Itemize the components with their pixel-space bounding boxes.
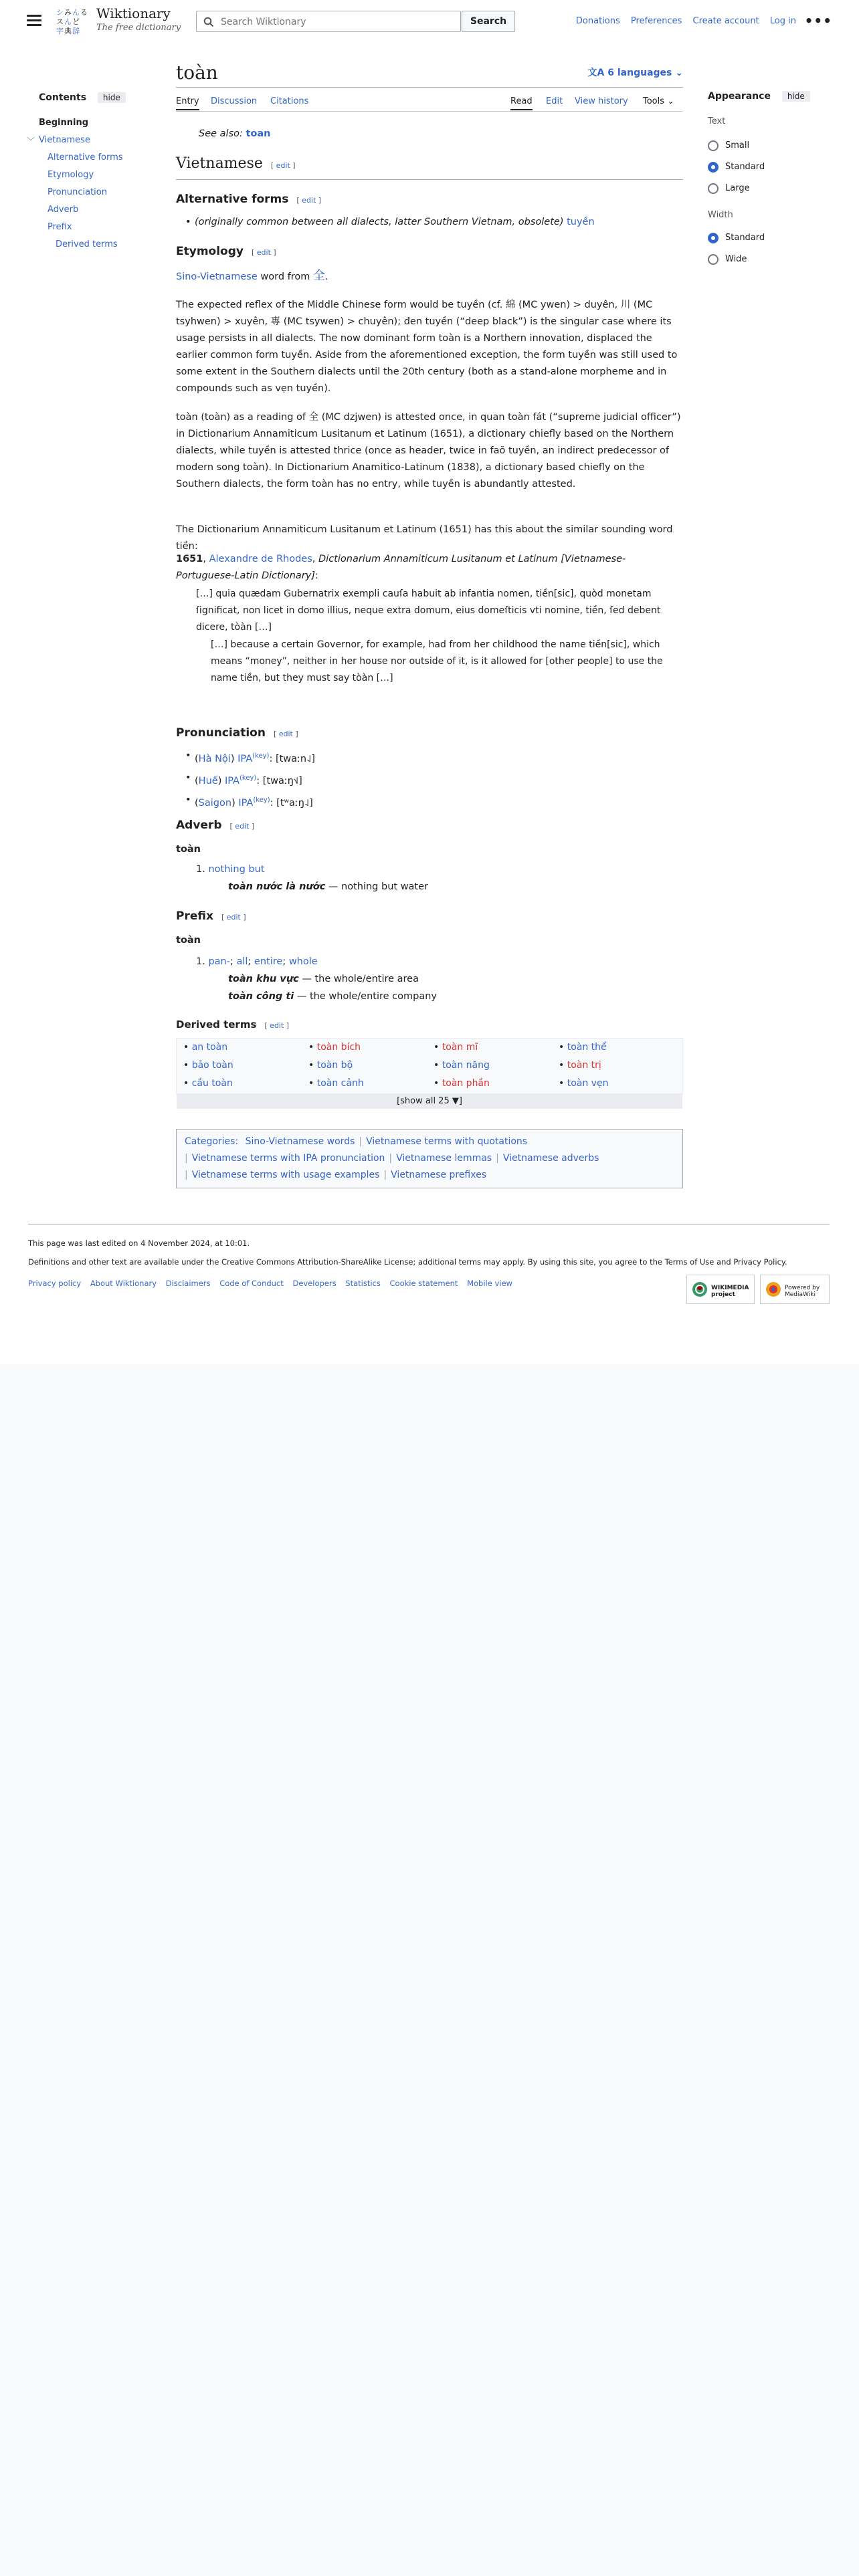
footer-link[interactable]: Cookie statement: [389, 1279, 458, 1288]
wiktionary-logo[interactable]: [55, 7, 90, 39]
prefix-headword: toàn: [176, 935, 201, 946]
etymology-paragraph-3: The Dictionarium Annamiticum Lusitanum et Latinum (1651) has this about the similar sounding word tiền:: [176, 524, 673, 552]
derived-term[interactable]: • toàn mĩ: [434, 1042, 478, 1053]
toc-hide-button[interactable]: hide: [98, 92, 126, 103]
derived-term[interactable]: • toàn cảnh: [308, 1078, 364, 1089]
edit-link[interactable]: edit: [256, 248, 271, 257]
derived-column: [183, 1039, 233, 1093]
category-link[interactable]: Vietnamese adverbs: [502, 1153, 599, 1164]
search-input[interactable]: [219, 14, 450, 30]
text-size-large-radio[interactable]: [708, 183, 719, 194]
tab-discussion[interactable]: Discussion: [211, 96, 258, 106]
language-button[interactable]: [588, 66, 683, 79]
pronunciation-list: • (Hà Nội) $IPA^{(key)}$: [twaːn˨˩] • (Huế) $IPA^{(key)}$: [twaːŋ˦˩] • (Saigon) $IPA^{(key)}$: [tʷaːŋ˨˩]: [185, 750, 315, 809]
donations-link[interactable]: Donations: [575, 16, 620, 26]
footer-links: [28, 1279, 519, 1288]
heading-derived-terms: Derived terms [ edit ]: [176, 1018, 290, 1031]
svg-text:ど: ど: [72, 17, 80, 26]
prefix-example-1: toàn khu vực — the whole/entire area: [228, 974, 419, 984]
heading-prefix: Prefix [ edit ]: [176, 909, 246, 923]
svg-text:ん: ん: [72, 8, 80, 17]
derived-term[interactable]: • toàn bộ: [308, 1060, 353, 1071]
derived-term[interactable]: • toàn trị: [559, 1060, 601, 1071]
categories-link[interactable]: Categories:: [185, 1136, 239, 1147]
etymology-paragraph-2: toàn (toàn) as a reading of 全 (MC dzjwen) is attested once, in quan toàn fát (“supreme judicial officer”) in Dictionarium Annamiticum Lusitanum et Latinum (1651), a dictionary chiefly based on the Northern dialects, while tuyền is attested thrice (once as header, twice in faõ tuyền, an indirect predecessor of modern song toàn). In Dictionarium Anamitico-Latinum (1838), a dictionary based chiefly on the Southern dialects, the form toàn has no entry, while tuyền is abundantly attested.: [176, 412, 681, 490]
user-nav: [568, 16, 796, 26]
toc-item-adverb[interactable]: Adverb: [47, 205, 79, 215]
derived-column: [434, 1039, 490, 1093]
text-size-small-radio[interactable]: [708, 140, 719, 151]
citation: 1651, Alexandre de Rhodes, Dictionarium Annamiticum Lusitanum et Latinum [Vietnamese-Portuguese-Latin Dictionary]:: [176, 554, 626, 581]
create-account-link[interactable]: Create account: [692, 16, 759, 26]
last-edited: This page was last edited on 4 November 2024, at 10:01.: [28, 1239, 250, 1248]
svg-text:辞: 辞: [72, 27, 80, 35]
chevron-down-icon: ⌄: [675, 68, 683, 78]
heading-alternative-forms: Alternative forms [ edit ]: [176, 193, 322, 206]
main-menu-icon[interactable]: [27, 15, 41, 27]
svg-text:ス: ス: [56, 17, 64, 26]
edit-link[interactable]: edit: [302, 196, 316, 205]
category-link[interactable]: Vietnamese terms with quotations: [366, 1136, 528, 1147]
footer-link[interactable]: Disclaimers: [165, 1279, 211, 1288]
toc-item-beginning[interactable]: Beginning: [39, 118, 89, 128]
alt-form-link[interactable]: tuyền: [567, 217, 595, 227]
svg-text:典: 典: [64, 27, 72, 35]
svg-text:字: 字: [56, 27, 64, 35]
tools-menu[interactable]: Tools ⌄: [643, 96, 675, 106]
heading-etymology: Etymology [ edit ]: [176, 245, 276, 258]
toc-heading: Contents: [39, 92, 87, 103]
tab-edit[interactable]: Edit: [546, 96, 563, 106]
prefix-sense: 1. pan-; all; entire; whole: [196, 956, 318, 967]
derived-column: [308, 1039, 364, 1093]
svg-text:る: る: [80, 8, 88, 17]
width-standard-radio[interactable]: [708, 233, 719, 243]
adverb-example: toàn nước là nước — nothing but water: [228, 881, 428, 892]
toc-collapse-icon[interactable]: ﹀: [27, 136, 35, 146]
etymology-paragraph-1: The expected reflex of the Middle Chinese form would be tuyền (cf. 綿 (MC ywen) > duyên, 川 (MC tsyhwen) > xuyên, 專 (MC tsywen) > chuyên); đen tuyền (“deep black”) is the singular case where its usage persists in all dialects. The now dominant form toàn is a Northern innovation, displaced the earlier common form tuyền. Aside from the aforementioned exception, the form tuyền was still used to some extent in the Southern dialects until the 20th century (both as a stand-alone morpheme and in compounds such as vẹn tuyền).: [176, 300, 678, 394]
toc-item-etymology[interactable]: Etymology: [47, 170, 94, 180]
wikimedia-icon: [691, 1281, 708, 1298]
preferences-link[interactable]: Preferences: [630, 16, 682, 26]
sense-link[interactable]: whole: [288, 956, 318, 967]
see-also: See also: toan: [199, 128, 271, 139]
language-count: 6 languages: [607, 68, 672, 78]
category-link[interactable]: Vietnamese lemmas: [396, 1153, 492, 1164]
width-standard-label[interactable]: Standard: [725, 233, 765, 243]
translate-icon: 文A: [587, 68, 608, 78]
derived-term[interactable]: • bảo toàn: [183, 1060, 233, 1071]
width-wide-radio[interactable]: [708, 254, 719, 265]
license-text: Definitions and other text are available under the Creative Commons Attribution-ShareAlike License; additional terms may apply. By using this site, you agree to the Terms of Use and Privacy Policy.: [28, 1257, 787, 1267]
site-tagline: The free dictionary: [96, 23, 181, 33]
page-tabs: [176, 94, 683, 111]
edit-link[interactable]: edit: [235, 822, 250, 831]
footer-link[interactable]: Code of Conduct: [219, 1279, 284, 1288]
text-size-standard-label[interactable]: Standard: [725, 162, 765, 172]
citation-latin-quote: […] quia quædam Gubernatrix exempli cauſa habuit ab infantia nomen, tiền[sic], quòd monetam ſignificat, non licet in domo illius, neque extra domum, eius domeſticis vti nomine, tiền, ſed debent dicere, tòàn […]: [196, 588, 661, 633]
citation-author-link[interactable]: Alexandre de Rhodes: [209, 554, 312, 564]
sense-link[interactable]: nothing but: [208, 864, 265, 875]
width-label: Width: [708, 210, 733, 220]
svg-text:シ: シ: [56, 8, 64, 17]
derived-term[interactable]: • toàn phần: [434, 1078, 490, 1089]
prefix-example-2: toàn công ti — the whole/entire company: [228, 991, 437, 1002]
search-button[interactable]: Search: [462, 11, 515, 32]
footer-link[interactable]: Mobile view: [467, 1279, 512, 1288]
sense-link[interactable]: entire: [254, 956, 283, 967]
pron-place-link[interactable]: Hà Nội: [198, 753, 231, 764]
han-character-link[interactable]: 全: [313, 269, 325, 283]
log-in-link[interactable]: Log in: [769, 16, 796, 26]
derived-term[interactable]: • toàn thể: [559, 1042, 607, 1053]
category-link[interactable]: Vietnamese terms with usage examples: [191, 1170, 380, 1180]
derived-term[interactable]: • an toàn: [183, 1042, 228, 1053]
site-header: [0, 0, 859, 47]
category-link[interactable]: Sino-Vietnamese words: [245, 1136, 355, 1147]
edit-link[interactable]: edit: [270, 1021, 284, 1030]
see-also-link[interactable]: toan: [246, 128, 271, 139]
edit-link[interactable]: edit: [276, 161, 290, 170]
edit-link[interactable]: edit: [226, 913, 241, 922]
show-all-derived-button[interactable]: [show all 25 ▼]: [177, 1094, 682, 1109]
toc-item-vietnamese[interactable]: Vietnamese: [39, 135, 90, 145]
text-size-label: Text: [708, 116, 726, 126]
svg-text:み: み: [64, 8, 72, 17]
width-wide-label[interactable]: Wide: [725, 254, 747, 264]
toc-item-derived-terms[interactable]: Derived terms: [56, 239, 118, 249]
heading-adverb: Adverb [ edit ]: [176, 819, 255, 832]
pron-place-link[interactable]: Saigon: [198, 797, 232, 809]
derived-term[interactable]: • toàn bích: [308, 1042, 361, 1053]
footer-link[interactable]: Statistics: [345, 1279, 381, 1288]
alternative-forms-list: • (originally common between all dialects, latter Southern Vietnam, obsolete) tuyền: [185, 217, 595, 227]
page-title: toàn: [176, 62, 218, 84]
text-size-small-label[interactable]: Small: [725, 140, 750, 150]
adverb-headword: toàn: [176, 844, 201, 855]
category-link[interactable]: Vietnamese prefixes: [391, 1170, 487, 1180]
heading-pronunciation: Pronunciation [ edit ]: [176, 726, 298, 740]
mediawiki-icon: [765, 1281, 782, 1298]
derived-term[interactable]: • cầu toàn: [183, 1078, 233, 1089]
pron-place-link[interactable]: Huế: [198, 775, 218, 786]
adverb-sense: 1. nothing but: [196, 864, 265, 875]
citation-english-translation: […] because a certain Governor, for example, had from her childhood the name tiền[sic], which means “money”, neither in her house nor outside of it, is it allowed for [other people] to use the name tiền, but they must say tòàn […]: [211, 639, 663, 683]
search-box: [196, 11, 461, 32]
tab-view-history[interactable]: View history: [575, 96, 628, 106]
toc-item-prefix[interactable]: Prefix: [47, 222, 72, 232]
wikimedia-badge[interactable]: WIKIMEDIA project: [686, 1275, 755, 1304]
appearance-heading: Appearance: [708, 91, 771, 102]
categories-box: Categories: Sino-Vietnamese words | Vietnamese terms with quotations | Vietnamese terms with IPA pronunciation | Vietnamese lemmas | Vietnamese adverbs | Vietnamese terms with usage examples | Vietnamese prefixes: [176, 1129, 683, 1188]
svg-text:ん: ん: [64, 17, 72, 26]
etymology-origin: Sino-Vietnamese word from 全.: [176, 269, 328, 283]
more-options-icon[interactable]: •••: [804, 13, 832, 29]
derived-column: [559, 1039, 608, 1093]
category-link[interactable]: Vietnamese terms with IPA pronunciation: [191, 1153, 385, 1164]
derived-term[interactable]: • toàn vẹn: [559, 1078, 609, 1089]
derived-term[interactable]: • toàn năng: [434, 1060, 490, 1071]
sense-link[interactable]: all: [236, 956, 248, 967]
footer-link[interactable]: Privacy policy: [28, 1279, 82, 1288]
tab-entry[interactable]: Entry: [176, 96, 199, 110]
edit-link[interactable]: edit: [278, 730, 293, 738]
tab-read[interactable]: Read: [510, 96, 533, 110]
mediawiki-badge[interactable]: Powered by MediaWiki: [760, 1275, 830, 1304]
sino-vietnamese-link[interactable]: Sino-Vietnamese: [176, 272, 258, 282]
text-size-large-label[interactable]: Large: [725, 183, 750, 193]
site-title[interactable]: Wiktionary: [96, 5, 171, 21]
derived-terms-box: [176, 1038, 683, 1094]
search-icon: [203, 17, 214, 27]
footer-link[interactable]: About Wiktionary: [90, 1279, 157, 1288]
toc-item-alternative-forms[interactable]: Alternative forms: [47, 152, 123, 163]
heading-vietnamese: Vietnamese [ edit ]: [176, 155, 296, 172]
toc-item-pronunciation[interactable]: Pronunciation: [47, 187, 107, 197]
appearance-hide-button[interactable]: hide: [782, 91, 810, 102]
tab-citations[interactable]: Citations: [270, 96, 309, 106]
footer-link[interactable]: Developers: [292, 1279, 337, 1288]
sense-link[interactable]: pan-: [208, 956, 230, 967]
text-size-standard-radio[interactable]: [708, 162, 719, 173]
